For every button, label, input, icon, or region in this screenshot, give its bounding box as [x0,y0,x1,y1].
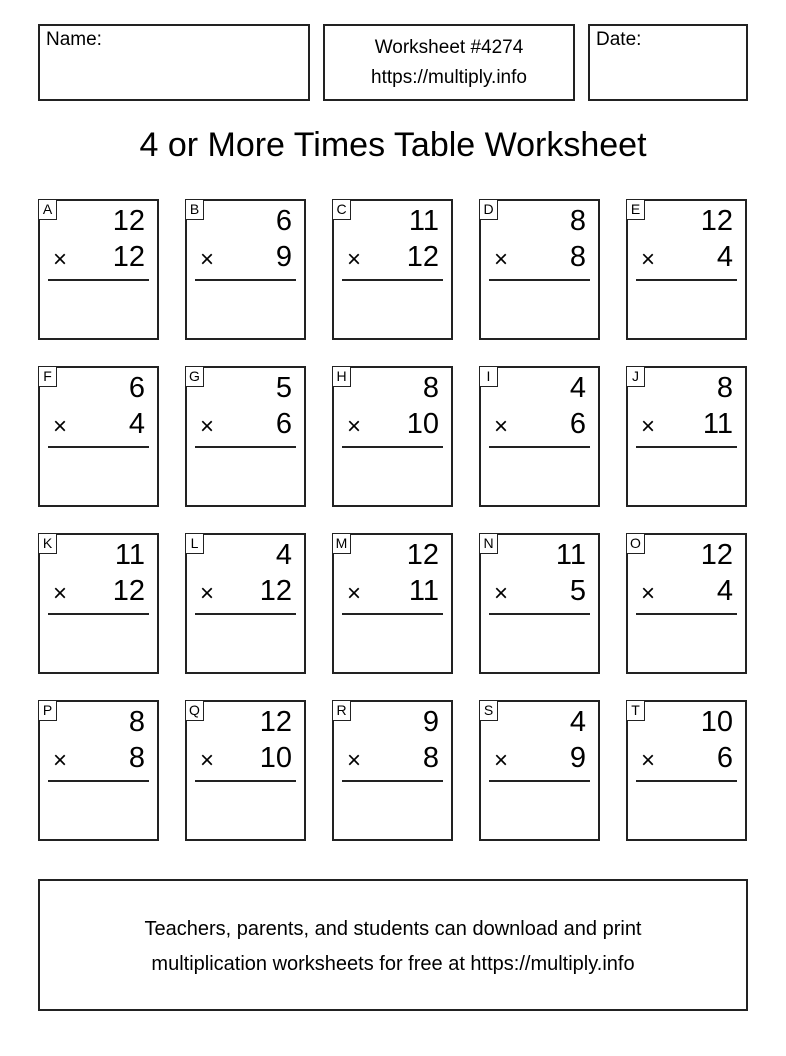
name-label: Name: [46,29,102,50]
multiply-sign: × [347,580,362,607]
multiplier: 6 [716,742,733,774]
website-url: https://multiply.info [371,66,527,88]
problem-label: L [185,533,204,554]
multiplicand: 12 [112,205,145,237]
multiply-sign: × [347,747,362,774]
multiplicand: 8 [128,706,145,738]
answer-line [195,446,296,448]
problem-card[interactable] [479,533,600,674]
footer-line-1: Teachers, parents, and students can download and print [144,918,642,940]
multiplicand: 10 [700,706,733,738]
problem-label: Q [185,700,204,721]
multiply-sign: × [200,747,215,774]
multiplier: 12 [112,241,145,273]
answer-line [342,780,443,782]
multiply-sign: × [494,413,509,440]
problem-card[interactable] [185,700,306,841]
problem-card[interactable] [38,700,159,841]
problem-card[interactable] [332,700,453,841]
multiplier: 8 [569,241,586,273]
multiplicand: 11 [114,539,145,571]
multiplier: 9 [275,241,292,273]
problem-label: A [38,199,57,220]
multiplicand: 12 [406,539,439,571]
problem-card[interactable] [38,533,159,674]
problem-label: C [332,199,351,220]
multiplicand: 6 [128,372,145,404]
multiplier: 8 [128,742,145,774]
problem-card[interactable] [185,366,306,507]
problem-card[interactable] [626,700,747,841]
problem-card[interactable] [332,199,453,340]
multiplier: 6 [569,408,586,440]
multiply-sign: × [53,413,68,440]
answer-line [489,780,590,782]
multiplier: 10 [259,742,292,774]
problem-label: K [38,533,57,554]
answer-line [342,613,443,615]
multiplicand: 9 [422,706,439,738]
answer-line [48,613,149,615]
multiplier: 6 [275,408,292,440]
multiplier: 4 [716,241,733,273]
multiplicand: 12 [700,205,733,237]
multiplier: 8 [422,742,439,774]
problem-label: O [626,533,645,554]
answer-line [195,613,296,615]
multiplier: 10 [406,408,439,440]
multiplicand: 4 [569,706,586,738]
problem-card[interactable] [332,366,453,507]
multiply-sign: × [53,580,68,607]
multiplicand: 8 [422,372,439,404]
multiply-sign: × [641,580,656,607]
answer-line [195,279,296,281]
multiply-sign: × [200,246,215,273]
multiply-sign: × [494,246,509,273]
multiply-sign: × [200,413,215,440]
problem-label: I [479,366,498,387]
multiply-sign: × [494,580,509,607]
problem-label: H [332,366,351,387]
problem-card[interactable] [332,533,453,674]
date-box[interactable] [588,24,748,101]
multiplicand: 12 [259,706,292,738]
footer-box [38,879,748,1011]
problem-label: P [38,700,57,721]
answer-line [489,613,590,615]
answer-line [636,279,737,281]
answer-line [48,780,149,782]
multiplier: 11 [408,575,439,607]
multiply-sign: × [641,413,656,440]
multiplier: 12 [259,575,292,607]
answer-line [342,279,443,281]
multiplicand: 5 [275,372,292,404]
multiplier: 9 [569,742,586,774]
problem-card[interactable] [185,199,306,340]
problem-card[interactable] [626,366,747,507]
multiplier: 11 [702,408,733,440]
problem-card[interactable] [479,700,600,841]
answer-line [195,780,296,782]
multiplier: 5 [569,575,586,607]
problem-card[interactable] [479,199,600,340]
multiplicand: 8 [716,372,733,404]
problem-label: R [332,700,351,721]
problem-label: S [479,700,498,721]
problem-card[interactable] [626,533,747,674]
multiply-sign: × [200,580,215,607]
problem-label: D [479,199,498,220]
answer-line [342,446,443,448]
multiply-sign: × [347,413,362,440]
problem-label: J [626,366,645,387]
multiply-sign: × [641,246,656,273]
multiplicand: 12 [700,539,733,571]
footer-text [40,912,746,982]
multiplier: 12 [112,575,145,607]
multiplicand: 8 [569,205,586,237]
problem-label: E [626,199,645,220]
answer-line [48,446,149,448]
problem-label: G [185,366,204,387]
answer-line [636,613,737,615]
multiplicand: 11 [555,539,586,571]
multiplicand: 4 [569,372,586,404]
problem-card[interactable] [479,366,600,507]
multiplicand: 11 [408,205,439,237]
page-title: 4 or More Times Table Worksheet [139,126,647,164]
multiply-sign: × [347,246,362,273]
answer-line [48,279,149,281]
problem-label: B [185,199,204,220]
worksheet-number: Worksheet #4274 [374,36,524,58]
answer-line [636,780,737,782]
answer-line [636,446,737,448]
date-label: Date: [596,29,642,50]
problem-card[interactable] [185,533,306,674]
problem-label: T [626,700,645,721]
multiply-sign: × [494,747,509,774]
problem-label: M [332,533,351,554]
multiplier: 4 [716,575,733,607]
multiplier: 4 [128,408,145,440]
problem-label: N [479,533,498,554]
multiply-sign: × [53,246,68,273]
multiply-sign: × [641,747,656,774]
multiplicand: 6 [275,205,292,237]
problem-card[interactable] [626,199,747,340]
problem-card[interactable] [38,366,159,507]
worksheet-info-box [323,24,575,101]
multiply-sign: × [53,747,68,774]
multiplier: 12 [406,241,439,273]
multiplicand: 4 [275,539,292,571]
problem-label: F [38,366,57,387]
name-box[interactable] [38,24,310,101]
answer-line [489,446,590,448]
problem-card[interactable] [38,199,159,340]
footer-line-2: multiplication worksheets for free at https://multiply.info [151,953,635,975]
answer-line [489,279,590,281]
